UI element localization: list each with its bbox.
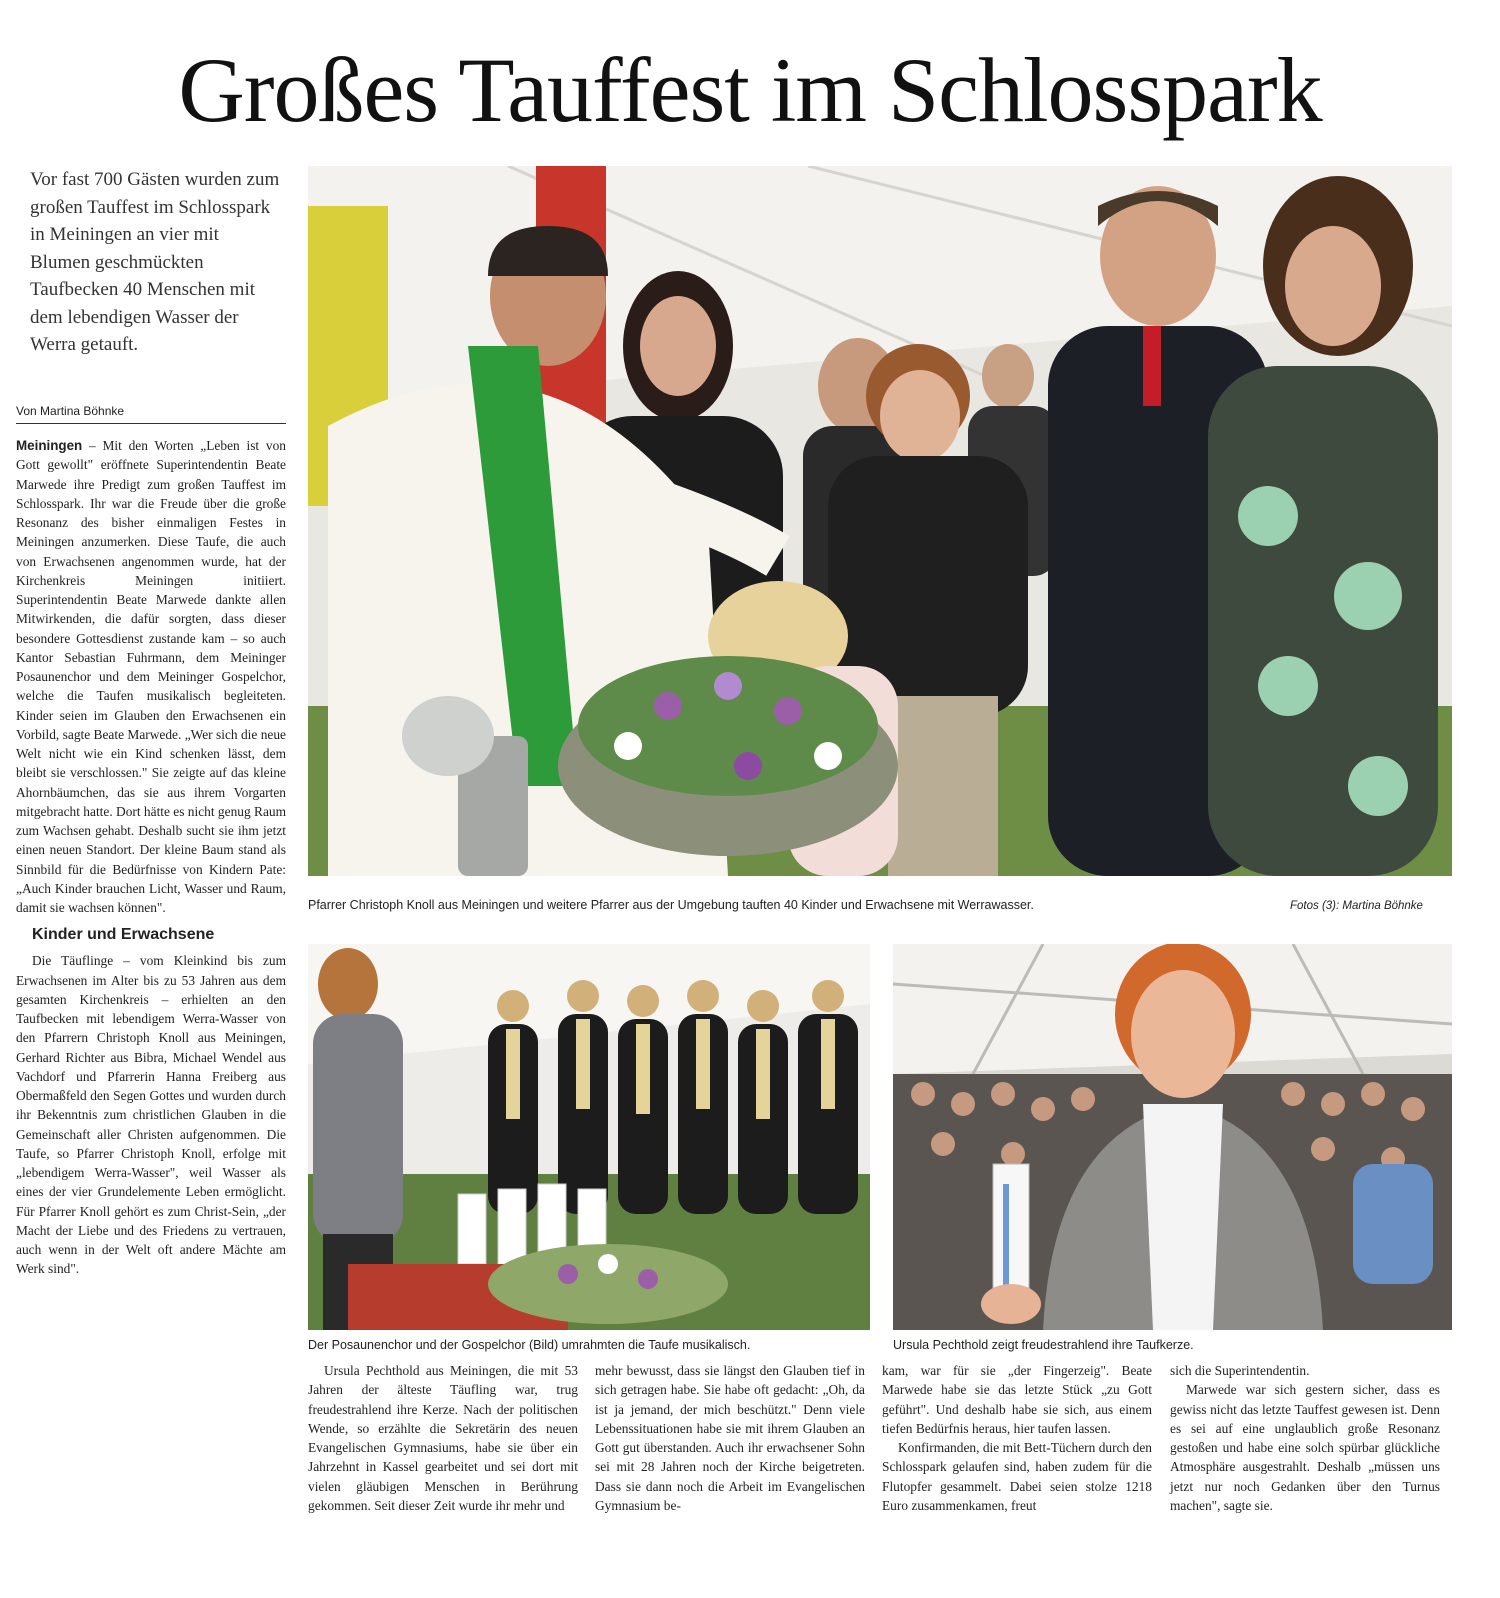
photo-credit: Fotos (3): Martina Böhnke — [1290, 900, 1423, 912]
caption-choir-photo: Der Posaunenchor und der Gospelchor (Bild) umrahmten die Taufe musikalisch. — [308, 1338, 751, 1352]
bottom-paragraph-2: mehr bewusst, dass sie längst den Glauben tief in sich getragen habe. Sie habe oft gedacht: „Oh, da ist ja jemand, der mich beschützt." Denn viele Lebenssituationen habe sie mit ihrem Glauben an Gott gut überstanden. Auch ihr erwachsener Sohn sei mit 28 Jahren noch der Kirche beigetreten. Dass sie dann noch die Arbeit im Evangelischen Gymnasium be- — [595, 1363, 865, 1513]
photo-baptism — [308, 166, 1452, 876]
paragraph-1-text: – Mit den Worten „Leben ist von Gott gewollt" eröffnete Superintendentin Beate Marwede ihre Predigt zum großen Tauffest im Schlosspark. Ihr war die Freude über die große Resonanz des bisher einmaligen Festes in Meiningen anzumerken. Diese Taufe, die auch von Erwachsenen angenommen wurde, hat der Kirchenkreis Meiningen initiiert. Superintendentin Beate Marwede dankte allen Mitwirkenden, die dafür sorgten, dass dieser besondere Gottesdienst zustande kam – so auch Kantor Sebastian Fuhrmann, dem Meininger Posaunenchor und dem Meininger Gospelchor, welche die Taufen musikalisch begleiteten. Kinder seien im Glauben den Erwachsenen ein Vorbild, sagte Beate Marwede. „Wer sich die neue Welt nicht wie ein Kind schenken lässt, dem bleibt sie verschlossen." Sie zeigte auf das kleine Ahornbäumchen, das sie aus ihrem Vorgarten mitgebracht hatte. Dort hätte es nicht genug Raum zum Wachsen gehabt. Deshalb sucht sie ihm jetzt einen neuen Standort. Der kleine Baum stand als Sinnbild für die Bedürfnisse von Kindern Pate: „Auch Kinder brauchen Licht, Wasser und Raum, damit sie wachsen können". — [16, 438, 286, 915]
bottom-column-4 — [1170, 1361, 1440, 1515]
caption-main-photo: Pfarrer Christoph Knoll aus Meiningen und weitere Pfarrer aus der Umgebung tauften 40 Kinder und Erwachsene mit Werrawasser. — [308, 898, 1034, 912]
bottom-column-1 — [308, 1361, 578, 1515]
bottom-column-2 — [595, 1361, 865, 1515]
dateline: Meiningen — [16, 438, 83, 453]
caption-ursula-photo: Ursula Pechthold zeigt freudestrahlend ihre Taufkerze. — [893, 1338, 1194, 1352]
article-column-1 — [16, 436, 286, 1279]
article-lead: Vor fast 700 Gästen wurden zum großen Tauffest im Schlosspark in Meiningen an vier mit Blumen geschmückten Taufbecken 40 Menschen mit dem lebendigen Wasser der Werra getauft. — [30, 169, 280, 355]
bottom-paragraph-3b: Konfirmanden, die mit Bett-Tüchern durch den Schlosspark gelaufen sind, haben zudem für die Flutopfer gesammelt. Dabei seien stolze 1218 Euro zusammenkamen, freut — [882, 1440, 1152, 1513]
photo-choir — [308, 944, 870, 1330]
bottom-paragraph-1: Ursula Pechthold aus Meiningen, die mit 53 Jahren der älteste Täufling war, trug freudestrahlend ihre Kerze. Nach der politischen Wende, so erzählte die Sekretärin des neuen Evangelischen Gymnasiums, habe sie über ein Jahrzehnt in Kassel gearbeitet und sei dort mit vielen gläubigen Menschen in Berührung gekommen. Seit dieser Zeit wurde ihr mehr und — [308, 1363, 578, 1513]
bottom-paragraph-3a: kam, war für sie „der Fingerzeig". Beate Marwede habe sie das letzte Stück „zu Gott geführt". Und deshalb habe sie sich, aus einem tiefen Bedürfnis heraus, hier taufen lassen. — [882, 1363, 1152, 1436]
bottom-paragraph-4a: sich die Superintendentin. — [1170, 1363, 1310, 1378]
byline: Von Martina Böhnke — [16, 404, 286, 424]
subheading: Kinder und Erwachsene — [32, 926, 215, 944]
paragraph-2: Die Täuflinge – vom Kleinkind bis zum Erwachsenen im Alter bis zu 53 Jahren aus dem gesamten Kirchenkreis – erhielten an den Taufbecken mit lebendigem Werra-Wasser von den Pfarrern Christoph Knoll aus Meiningen, Gerhard Richter aus Bibra, Michael Wendel aus Vachdorf und Pfarrerin Hanna Freiberg aus Obermaßfeld den Segen Gottes und wurden durch ihr Bekenntnis zum christlichen Glauben in die Gemeinschaft aller Christen aufgenommen. Die Taufe, so Pfarrer Christoph Knoll, erfolge mit „lebendigem Werra-Wasser", weil Wasser als eines der vier Grundelemente Leben ermöglicht. Für Pfarrer Knoll gehört es zum Christ-Sein, „der Macht der Liebe und des Friedens zu vertrauen, auch wenn in der Welt oft andere Mächte am Werk sind". — [16, 953, 286, 1277]
paragraph-1 — [16, 436, 286, 917]
photo-ursula — [893, 944, 1452, 1330]
bottom-column-3 — [882, 1361, 1152, 1515]
bottom-paragraph-4b: Marwede war sich gestern sicher, dass es gewiss nicht das letzte Tauffest gewesen ist. Denn es sei auf eine unglaublich große Resonanz gestoßen und habe eine solch spürbar glückliche Atmosphäre ausgestrahlt. Deshalb „müssen uns jetzt nur noch Gedanken über den Turnus machen", sagte sie. — [1170, 1382, 1440, 1513]
headline: Großes Tauffest im Schlosspark — [178, 39, 1322, 141]
